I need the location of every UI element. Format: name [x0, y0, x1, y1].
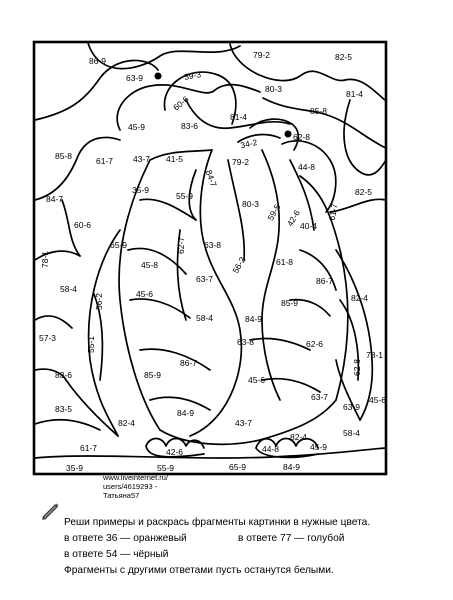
puzzle-label: 57-3: [39, 333, 57, 343]
puzzle-label: 86-9: [89, 56, 107, 66]
puzzle-label: 62-8: [352, 358, 362, 376]
puzzle-label: 35-9: [66, 463, 84, 473]
puzzle-label: 59-5: [265, 202, 283, 223]
puzzle-label: 45-6: [248, 375, 266, 385]
puzzle-label: 63-9: [343, 402, 361, 412]
puzzle-label: 63-7: [196, 274, 214, 284]
source-author: Татьяна57: [103, 491, 140, 500]
region-outlines: [35, 43, 386, 458]
puzzle-label: 43-7: [235, 418, 253, 428]
puzzle-label: 83-6: [181, 121, 199, 131]
puzzle-label: 84-7: [203, 168, 219, 189]
puzzle-label: 79-2: [232, 157, 250, 167]
puzzle-label: 45-9: [310, 442, 328, 452]
puzzle-label: 86-7: [316, 276, 334, 286]
puzzle-label: 62-7: [176, 236, 186, 254]
puzzle-label: 84-9: [283, 462, 301, 472]
puzzle-label: 44-8: [262, 444, 280, 454]
puzzle-label: 60-6: [171, 93, 191, 113]
task-instruction: Реши примеры и раскрась фрагменты картинки в нужные цвета.: [64, 517, 371, 528]
puzzle-label: 85-8: [55, 151, 73, 161]
puzzle-label: 84-9: [177, 408, 195, 418]
puzzle-label: 63-7: [311, 392, 329, 402]
source-user-path: users/4619293 -: [103, 482, 158, 491]
puzzle-label: 60-6: [74, 220, 92, 230]
puzzle-label: 86-7: [180, 358, 198, 368]
puzzle-label: 78-1: [40, 250, 50, 268]
puzzle-label: 82-4: [118, 418, 136, 428]
puzzle-label: 83-6: [55, 370, 73, 380]
puzzle-label: 65-9: [110, 240, 128, 250]
puzzle-label: 82-4: [290, 432, 308, 442]
puzzle-label: 83-5: [55, 404, 73, 414]
puzzle-label: 63-8: [204, 240, 222, 250]
puzzle-label: 82-4: [351, 293, 369, 303]
rule-black: в ответе 54 — чёрный: [64, 549, 169, 560]
puzzle-label: 56-2: [94, 292, 104, 310]
puzzle-label: 55-1: [86, 335, 96, 353]
puzzle-label: 45-6: [369, 395, 387, 405]
puzzle-label: 79-2: [253, 50, 271, 60]
puzzle-label: 43-7: [133, 154, 151, 164]
puzzle-label: 45-8: [141, 260, 159, 270]
puzzle-label: 41-5: [166, 154, 184, 164]
puzzle-label: 80-3: [265, 84, 283, 94]
rule-orange: в ответе 36 — оранжевый: [64, 533, 187, 544]
puzzle-label: 63-9: [126, 73, 144, 83]
puzzle-label: 62-8: [293, 132, 311, 142]
puzzle-label: 55-9: [157, 463, 175, 473]
puzzle-label: 61-7: [80, 443, 98, 453]
puzzle-label: 82-5: [335, 52, 353, 62]
puzzle-label: 56-2: [230, 255, 248, 275]
puzzle-label: 85-9: [144, 370, 162, 380]
pencil-icon: [40, 501, 60, 521]
puzzle-label: 39-3: [183, 69, 202, 82]
rule-blue: в ответе 77 — голубой: [238, 533, 345, 544]
puzzle-label: 84-9: [245, 314, 263, 324]
puzzle-label: 84-7: [46, 194, 64, 204]
puzzle-label: 81-4: [346, 89, 364, 99]
source-credit: [103, 473, 168, 500]
puzzle-label: 61-7: [96, 156, 114, 166]
puzzle-label: 34-2: [239, 137, 259, 151]
puzzle-label: 42-6: [284, 208, 302, 229]
puzzle-label: 58-4: [60, 284, 78, 294]
puzzle-label: 85-9: [281, 298, 299, 308]
puzzle-label: 62-6: [306, 339, 324, 349]
puzzle-label: 78-1: [366, 350, 384, 360]
puzzle-label: 80-3: [242, 199, 260, 209]
puzzle-label: 58-4: [196, 313, 214, 323]
puzzle-label: 40-4: [300, 221, 318, 231]
left-eye-dot: [155, 73, 162, 80]
right-eye-dot: [285, 131, 292, 138]
puzzle-label: 65-9: [229, 462, 247, 472]
puzzle-label: 61-8: [276, 257, 294, 267]
puzzle-label: 55-9: [176, 191, 194, 201]
puzzle-label: 63-8: [237, 337, 255, 347]
source-url[interactable]: www.liveinternet.ru/: [103, 473, 169, 482]
puzzle-label: 44-8: [298, 162, 316, 172]
puzzle-label: 58-4: [343, 428, 361, 438]
puzzle-label: 35-9: [132, 185, 150, 195]
puzzle-label: 85-8: [310, 106, 328, 116]
puzzle-label: 42-6: [166, 447, 184, 457]
puzzle-label: 82-5: [355, 187, 373, 197]
puzzle-label: 61-7: [326, 202, 340, 222]
puzzle-label: 81-4: [230, 112, 248, 122]
puzzle-label: 45-9: [128, 122, 146, 132]
instruction-footer: Фрагменты с другими ответами пусть останутся белыми.: [64, 565, 334, 576]
puzzle-label: 45-6: [136, 289, 154, 299]
